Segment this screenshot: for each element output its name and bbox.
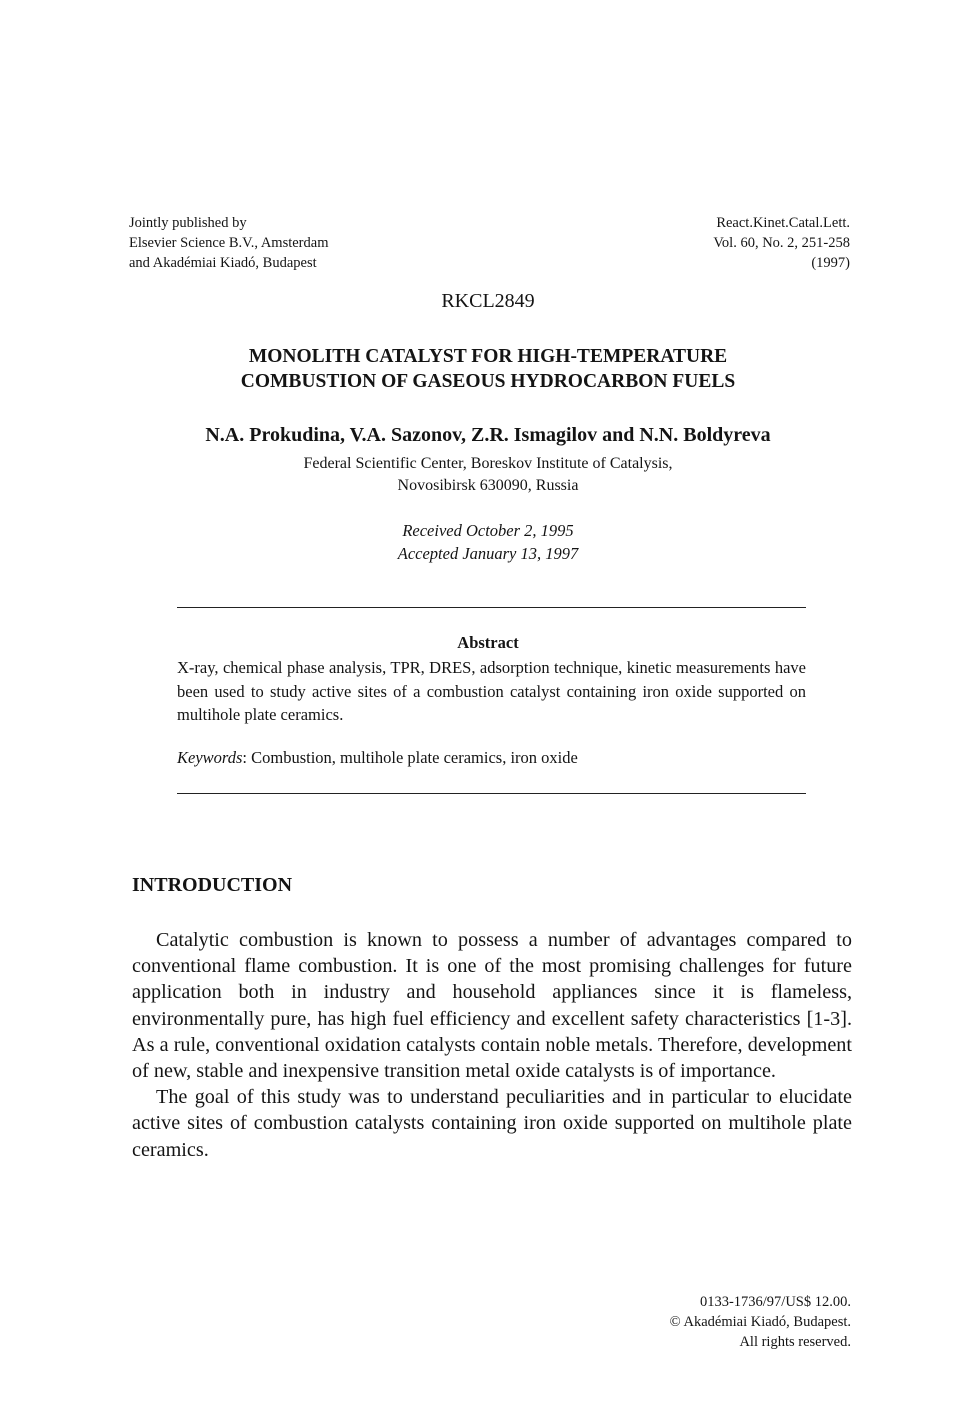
footer-line: All rights reserved. <box>739 1334 851 1350</box>
title-line: MONOLITH CATALYST FOR HIGH-TEMPERATURE <box>248 346 728 367</box>
journal-line: Vol. 60, No. 2, 251-258 <box>713 235 850 251</box>
journal-citation <box>713 213 850 273</box>
journal-line: React.Kinet.Catal.Lett. <box>716 215 850 231</box>
affiliation-line: Federal Scientific Center, Boreskov Institute of Catalysis, <box>303 455 673 472</box>
abstract-heading: Abstract <box>457 633 519 652</box>
publisher-line: Jointly published by <box>129 215 247 231</box>
authors: N.A. Prokudina, V.A. Sazonov, Z.R. Ismagilov and N.N. Boldyreva <box>205 424 771 446</box>
footer-line: © Akadémiai Kiadó, Budapest. <box>669 1314 851 1330</box>
publisher-line: Elsevier Science B.V., Amsterdam <box>129 235 329 251</box>
accepted-date: Accepted January 13, 1997 <box>397 544 579 563</box>
paper-title <box>0 344 976 394</box>
keywords-label: Keywords <box>177 748 243 767</box>
affiliation-line: Novosibirsk 630090, Russia <box>397 477 579 494</box>
journal-line: (1997) <box>811 255 850 271</box>
abstract-top-divider <box>177 607 806 608</box>
publisher-info <box>129 213 328 273</box>
title-line: COMBUSTION OF GASEOUS HYDROCARBON FUELS <box>240 371 736 392</box>
article-code: RKCL2849 <box>441 290 535 312</box>
keywords <box>177 748 806 768</box>
copyright-footer <box>670 1292 851 1352</box>
introduction-paragraph: The goal of this study was to understand peculiarities and in particular to elucidate active sites of combustion catalysts containing iron oxide supported on multihole plate ceramics. <box>132 1086 852 1161</box>
received-date: Received October 2, 1995 <box>402 521 574 540</box>
introduction-heading: INTRODUCTION <box>132 874 293 896</box>
introduction-paragraph: Catalytic combustion is known to possess a number of advantages compared to conventional flame combustion. It is one of the most promising challenges for future application both in industry and household appliances since it is flameless, environmentally pure, has high fuel efficiency and excellent safety characteristics [1-3]. As a rule, conventional oxidation catalysts contain noble metals. Therefore, development of new, stable and inexpensive transition metal oxide catalysts is of importance. <box>132 929 852 1083</box>
keywords-text: : Combustion, multihole plate ceramics, iron oxide <box>242 748 578 767</box>
publisher-line: and Akadémiai Kiadó, Budapest <box>129 255 317 271</box>
abstract-bottom-divider <box>177 793 806 794</box>
affiliation <box>0 453 976 497</box>
introduction-body <box>132 927 852 1163</box>
footer-line: 0133-1736/97/US$ 12.00. <box>699 1294 851 1310</box>
dates <box>0 519 976 565</box>
abstract-text: X-ray, chemical phase analysis, TPR, DRES, adsorption technique, kinetic measurements have been used to study active sites of a combustion catalyst containing iron oxide supported on multihole plate ceramics. <box>177 658 806 724</box>
